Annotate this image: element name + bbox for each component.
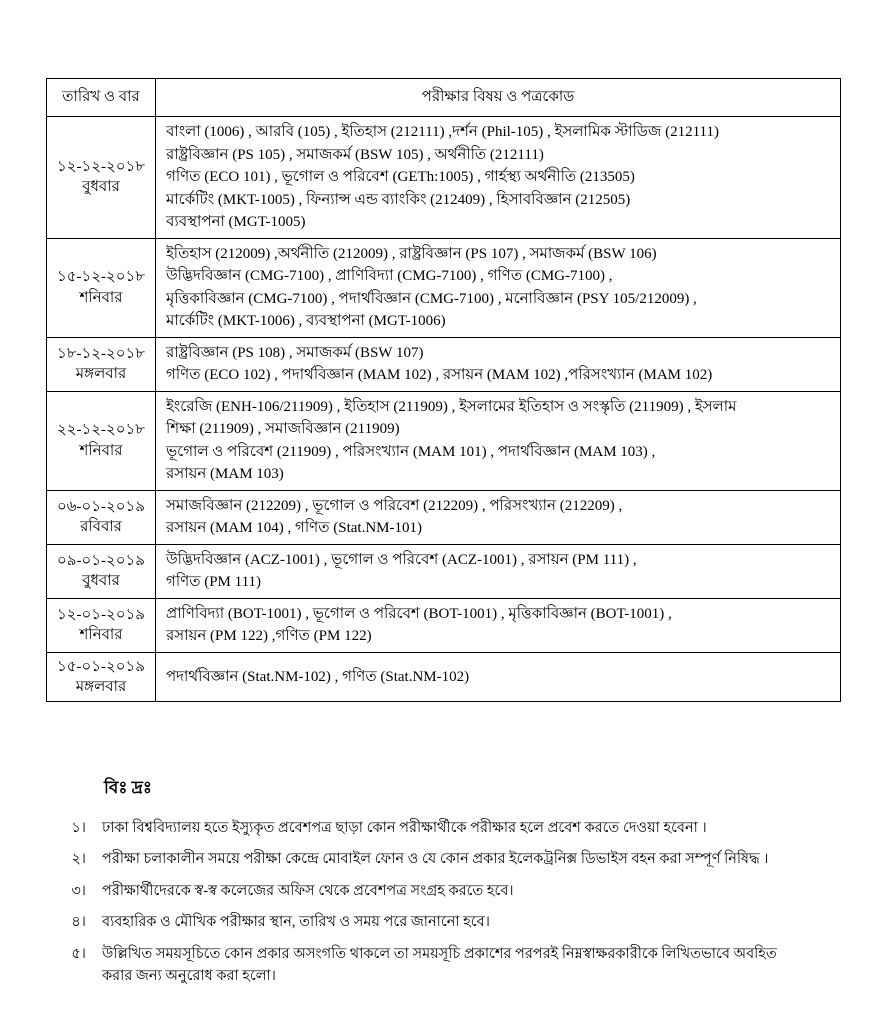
note-text: উল্লিখিত সময়সূচিতে কোন প্রকার অসংগতি থাকলে তা সময়সূচি প্রকাশের পরপরই নিম্নস্বাক্ষরকারীকে লিখিতভাবে অবহিত করার জন্য অনুরোধ করা হলো। <box>102 945 777 985</box>
exam-date: ১৫-১২-২০১৮ <box>57 269 145 286</box>
note-number: ২। <box>71 851 86 868</box>
table-row <box>47 337 841 391</box>
exam-date-cell <box>47 391 156 490</box>
note-item <box>46 943 846 988</box>
exam-date-cell <box>47 544 156 598</box>
table-row <box>47 652 841 702</box>
table-row <box>47 117 841 239</box>
notes-list <box>46 817 846 988</box>
subject-line: ইংরেজি (ENH-106/211909) , ইতিহাস (211909) , ইসলামের ইতিহাস ও সংস্কৃতি (211909) , ইসলাম <box>166 398 737 415</box>
note-text: ঢাকা বিশ্ববিদ্যালয় হতে ইস্যুকৃত প্রবেশপত্র ছাড়া কোন পরীক্ষার্থীকে পরীক্ষার হলে প্রবেশ করতে দেওয়া হবেনা । <box>102 820 707 836</box>
table-row <box>47 490 841 544</box>
table-header-row <box>47 79 841 117</box>
exam-date: ০৬-০১-২০১৯ <box>57 498 145 515</box>
exam-date-cell <box>47 652 156 702</box>
table-row <box>47 544 841 598</box>
exam-date-cell <box>47 238 156 337</box>
subject-line: গণিত (ECO 102) , পদার্থবিজ্ঞান (MAM 102) , রসায়ন (MAM 102) ,পরিসংখ্যান (MAM 102) <box>166 367 713 383</box>
subject-line: ব্যবস্থাপনা (MGT-1005) <box>166 214 306 230</box>
note-item <box>46 817 846 839</box>
exam-date: ১৮-১২-২০১৮ <box>57 345 145 362</box>
exam-subjects-cell <box>156 652 841 702</box>
subject-line: মার্কেটিং (MKT-1006) , ব্যবস্থাপনা (MGT-1006) <box>166 313 446 329</box>
exam-weekday: শনিবার <box>79 627 123 643</box>
subject-line: প্রাণিবিদ্যা (BOT-1001) , ভূগোল ও পরিবেশ (BOT-1001) , মৃত্তিকাবিজ্ঞান (BOT-1001) , <box>166 605 672 622</box>
table-row <box>47 238 841 337</box>
subject-line: উদ্ভিদবিজ্ঞান (CMG-7100) , প্রাণিবিদ্যা (CMG-7100) , গণিত (CMG-7100) , <box>166 268 613 284</box>
exam-subjects-cell <box>156 490 841 544</box>
notes-title: বিঃ দ্রঃ <box>104 778 152 797</box>
column-header-date: তারিখ ও বার <box>47 79 156 117</box>
note-item <box>46 880 846 902</box>
exam-weekday: রবিবার <box>80 519 122 535</box>
subject-line: ভূগোল ও পরিবেশ (211909) , পরিসংখ্যান (MAM 101) , পদার্থবিজ্ঞান (MAM 103) , <box>166 443 656 460</box>
exam-date-cell <box>47 337 156 391</box>
note-number: ১। <box>71 820 86 836</box>
subject-line: রসায়ন (MAM 104) , গণিত (Stat.NM-101) <box>166 520 422 536</box>
exam-date: ১২-০১-২০১৯ <box>57 606 145 623</box>
subject-line: মৃত্তিকাবিজ্ঞান (CMG-7100) , পদার্থবিজ্ঞান (CMG-7100) , মনোবিজ্ঞান (PSY 105/212009) , <box>166 290 697 307</box>
exam-date: ১৫-০১-২০১৯ <box>57 658 145 675</box>
subject-line: সমাজবিজ্ঞান (212209) , ভূগোল ও পরিবেশ (212209) , পরিসংখ্যান (212209) , <box>166 497 623 514</box>
column-header-subjects: পরীক্ষার বিষয় ও পত্রকোড <box>156 79 841 117</box>
exam-weekday: শনিবার <box>79 289 123 306</box>
exam-subjects-cell <box>156 117 841 239</box>
exam-weekday: বুধবার <box>82 573 120 589</box>
notes-section <box>46 775 846 997</box>
exam-date: ০৯-০১-২০১৯ <box>57 552 145 569</box>
table-header <box>47 79 841 117</box>
exam-weekday: মঙ্গলবার <box>75 678 127 695</box>
exam-date: ২২-১২-২০১৮ <box>57 422 145 439</box>
exam-routine-table <box>46 78 841 702</box>
subject-line: মার্কেটিং (MKT-1005) , ফিন্যান্স এন্ড ব্যাংকিং (212409) , হিসাববিজ্ঞান (212505) <box>166 191 631 208</box>
subject-line: শিক্ষা (211909) , সমাজবিজ্ঞান (211909) <box>166 421 400 437</box>
subject-line: গণিত (PM 111) <box>166 574 262 590</box>
exam-subjects-cell <box>156 337 841 391</box>
subject-line: বাংলা (1006) , আরবি (105) , ইতিহাস (212111) ,দর্শন (Phil-105) , ইসলামিক স্টাডিজ (212111) <box>166 124 719 140</box>
note-text: পরীক্ষা চলাকালীন সময়ে পরীক্ষা কেন্দ্রে মোবাইল ফোন ও যে কোন প্রকার ইলেকট্রনিক্স ডিভাইস বহন করা সম্পূর্ণ নিষিদ্ধ । <box>102 851 769 868</box>
exam-subjects-cell <box>156 238 841 337</box>
note-text: ব্যবহারিক ও মৌখিক পরীক্ষার স্থান, তারিখ ও সময় পরে জানানো হবে। <box>102 914 490 931</box>
exam-weekday: মঙ্গলবার <box>75 366 127 382</box>
subject-line: রাষ্ট্রবিজ্ঞান (PS 105) , সমাজকর্ম (BSW 105) , অর্থনীতি (212111) <box>166 146 544 163</box>
exam-weekday: শনিবার <box>79 442 123 459</box>
note-number: ৩। <box>71 882 86 899</box>
subject-line: ইতিহাস (212009) ,অর্থনীতি (212009) , রাষ্ট্রবিজ্ঞান (PS 107) , সমাজকর্ম (BSW 106) <box>166 245 657 262</box>
subject-line: রাষ্ট্রবিজ্ঞান (PS 108) , সমাজকর্ম (BSW 107) <box>166 344 424 361</box>
exam-date: ১২-১২-২০১৮ <box>57 159 145 175</box>
table-row <box>47 598 841 652</box>
exam-subjects-cell <box>156 391 841 490</box>
exam-date-cell <box>47 598 156 652</box>
note-text: পরীক্ষার্থীদেরকে স্ব-স্ব কলেজের অফিস থেকে প্রবেশপত্র সংগ্রহ করতে হবে। <box>102 882 514 899</box>
subject-line: গণিত (ECO 101) , ভূগোল ও পরিবেশ (GETh:1005) , গার্হস্থ্য অর্থনীতি (213505) <box>166 169 635 185</box>
exam-weekday: বুধবার <box>82 179 120 196</box>
note-item <box>46 911 846 933</box>
table-body <box>47 117 841 702</box>
note-item <box>46 848 846 870</box>
exam-date-cell <box>47 490 156 544</box>
table-row <box>47 391 841 490</box>
subject-line: পদার্থবিজ্ঞান (Stat.NM-102) , গণিত (Stat.NM-102) <box>166 668 470 685</box>
subject-line: রসায়ন (PM 122) ,গণিত (PM 122) <box>166 628 372 644</box>
subject-line: উদ্ভিদবিজ্ঞান (ACZ-1001) , ভূগোল ও পরিবেশ (ACZ-1001) , রসায়ন (PM 111) , <box>166 551 637 568</box>
subject-line: রসায়ন (MAM 103) <box>166 466 284 482</box>
note-number: ৫। <box>71 945 86 962</box>
note-number: ৪। <box>71 914 86 931</box>
exam-subjects-cell <box>156 544 841 598</box>
exam-subjects-cell <box>156 598 841 652</box>
exam-date-cell <box>47 117 156 239</box>
